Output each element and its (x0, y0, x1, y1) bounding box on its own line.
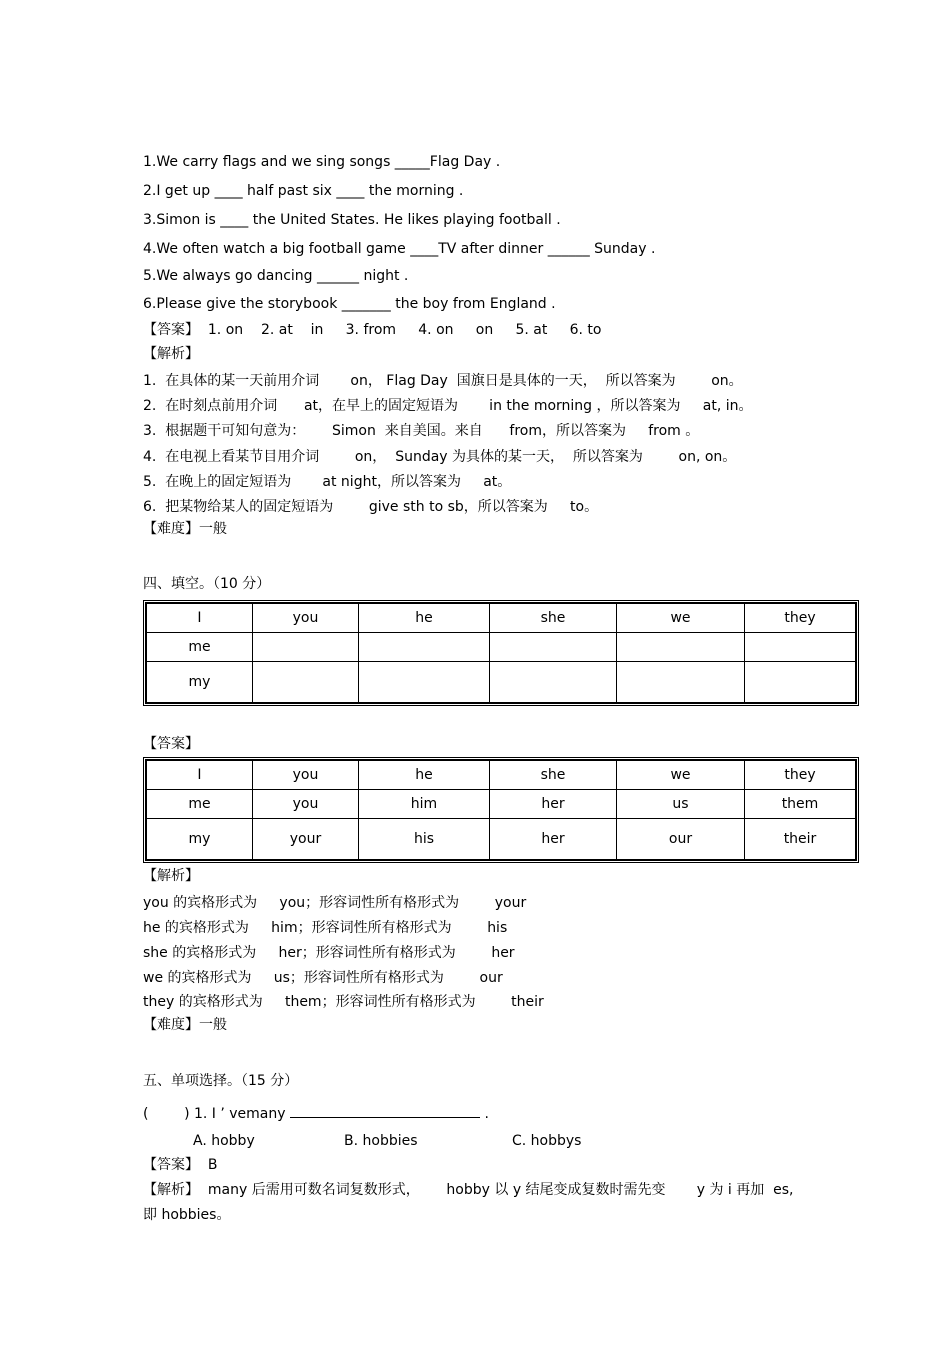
section-4-difficulty: 【难度】一般 (143, 1017, 227, 1033)
section-4-analysis-label: 【解析】 (143, 868, 199, 884)
table-cell: she (490, 761, 617, 790)
analysis-line-6: 6. 把某物给某人的固定短语为 give sth to sb，所以答案为 to。 (143, 499, 599, 515)
table-cell: you (253, 604, 359, 633)
section-5-title: 五、单项选择。（15 分） (143, 1073, 299, 1089)
table-cell (490, 633, 617, 662)
table-cell: they (745, 761, 856, 790)
section-4-analysis-3: she 的宾格形式为 her；形容词性所有格形式为 her (143, 945, 515, 961)
question-prefix: ( ) 1. I ’ ve (143, 1106, 247, 1122)
option-b[interactable]: B. hobbies (344, 1133, 418, 1149)
table-cell: my (147, 662, 253, 703)
answer-blank[interactable] (290, 1103, 480, 1118)
table-cell: I (147, 604, 253, 633)
analysis-line-4: 4. 在电视上看某节目用介词 on， Sunday 为具体的某一天， 所以答案为 on, on。 (143, 449, 737, 465)
section-4-analysis-2: he 的宾格形式为 him；形容词性所有格形式为 his (143, 920, 508, 936)
table-cell: we (617, 604, 745, 633)
section-5-analysis-2: 即 hobbies。 (143, 1207, 231, 1223)
table-cell (745, 633, 856, 662)
question-end: . (484, 1106, 489, 1122)
option-a[interactable]: A. hobby (193, 1133, 255, 1149)
table-cell (359, 633, 490, 662)
question-5: 5.We always go dancing ______ night . (143, 268, 409, 284)
table-cell: my (147, 819, 253, 860)
table-cell (359, 662, 490, 703)
difficulty-label: 【难度】一般 (143, 521, 227, 537)
table-cell: she (490, 604, 617, 633)
section-4-analysis-5: they 的宾格形式为 them；形容词性所有格形式为 their (143, 994, 544, 1010)
answer-line: 【答案】 1. on 2. at in 3. from 4. on on 5. at 6. to (143, 322, 602, 338)
section-4-analysis-4: we 的宾格形式为 us；形容词性所有格形式为 our (143, 970, 503, 986)
table-cell: them (745, 790, 856, 819)
table-cell: their (745, 819, 856, 860)
table-cell: I (147, 761, 253, 790)
table-cell: us (617, 790, 745, 819)
question-1: 1.We carry flags and we sing songs _____Flag Day . (143, 154, 501, 170)
question-4: 4.We often watch a big football game ____TV after dinner ______ Sunday . (143, 241, 656, 257)
analysis-line-5: 5. 在晚上的固定短语为 at night，所以答案为 at。 (143, 474, 512, 490)
question-6: 6.Please give the storybook _______ the boy from England . (143, 296, 556, 312)
table-cell: our (617, 819, 745, 860)
table-cell: we (617, 761, 745, 790)
table-cell: her (490, 819, 617, 860)
table-cell (617, 633, 745, 662)
table-cell: you (253, 790, 359, 819)
pronoun-answer-table (143, 757, 859, 863)
section-5-analysis-1: 【解析】 many 后需用可数名词复数形式， hobby 以 y 结尾变成复数时需先变 y 为 i 再加 es, (143, 1182, 794, 1198)
question-3: 3.Simon is ____ the United States. He likes playing football . (143, 212, 561, 228)
section-5-answer: 【答案】 B (143, 1157, 218, 1173)
table-cell (253, 633, 359, 662)
option-c[interactable]: C. hobbys (512, 1133, 582, 1149)
table-cell: he (359, 761, 490, 790)
section-4-analysis-1: you 的宾格形式为 you；形容词性所有格形式为 your (143, 895, 527, 911)
table-cell (617, 662, 745, 703)
table-cell: her (490, 790, 617, 819)
analysis-line-3: 3. 根据题干可知句意为： Simon 来自美国。来自 from，所以答案为 from 。 (143, 423, 700, 439)
question-many: many (246, 1106, 286, 1122)
analysis-line-1: 1. 在具体的某一天前用介词 on， Flag Day 国旗日是具体的一天， 所以答案为 on。 (143, 373, 743, 389)
table-cell: me (147, 633, 253, 662)
question-2: 2.I get up ____ half past six ____ the morning . (143, 183, 464, 199)
table-cell: me (147, 790, 253, 819)
section-5-question-1 (143, 1103, 489, 1123)
section-4-title: 四、填空。（10 分） (143, 576, 271, 592)
table-cell: you (253, 761, 359, 790)
table-cell: they (745, 604, 856, 633)
table-cell (490, 662, 617, 703)
table-cell: his (359, 819, 490, 860)
table-cell (745, 662, 856, 703)
pronoun-table (143, 600, 859, 706)
table-cell: he (359, 604, 490, 633)
analysis-label: 【解析】 (143, 346, 199, 362)
table-cell: him (359, 790, 490, 819)
table-cell (253, 662, 359, 703)
section-4-answer-label: 【答案】 (143, 736, 199, 752)
table-cell: your (253, 819, 359, 860)
analysis-line-2: 2. 在时刻点前用介词 at，在早上的固定短语为 in the morning ，所以答案为 at, in。 (143, 398, 753, 414)
